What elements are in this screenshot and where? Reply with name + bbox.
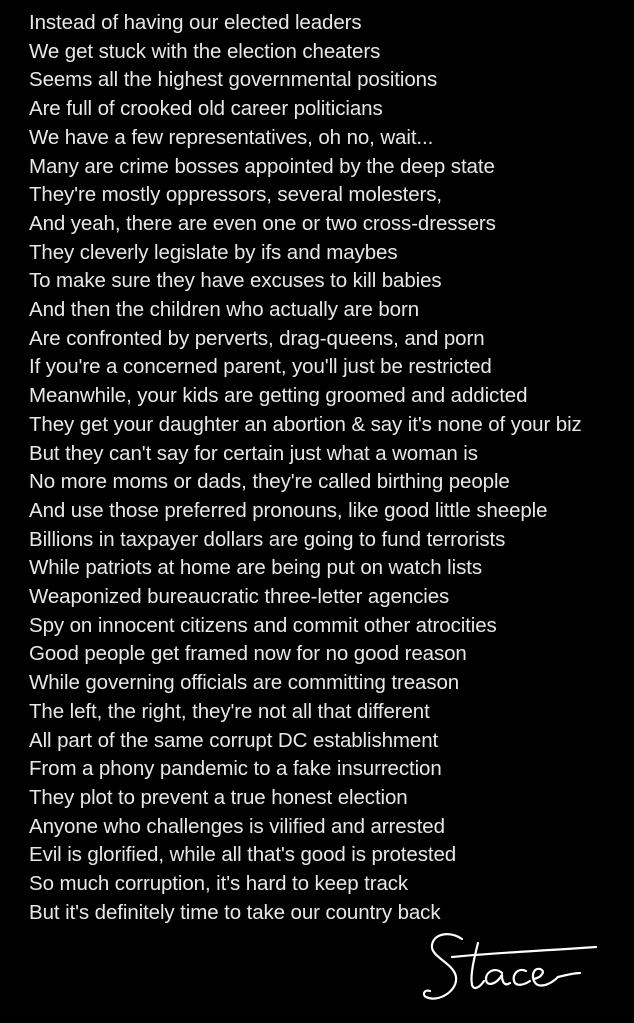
poem-line: If you're a concerned parent, you'll just be restricted: [29, 355, 492, 379]
poem-line: And then the children who actually are born: [29, 298, 420, 322]
poem-line: To make sure they have excuses to kill babies: [29, 269, 442, 293]
signature-stace-icon: [420, 925, 605, 1010]
poem-line: Are full of crooked old career politicians: [29, 97, 383, 121]
poem-line: We get stuck with the election cheaters: [29, 39, 381, 63]
poem-line: They plot to prevent a true honest election: [29, 785, 408, 809]
poem-line: Many are crime bosses appointed by the deep state: [29, 154, 495, 178]
poem-line: They're mostly oppressors, several molesters,: [29, 183, 442, 207]
poem-line: Are confronted by perverts, drag-queens, and porn: [29, 326, 485, 350]
poem-line: The left, the right, they're not all that different: [29, 699, 430, 723]
poem-line: While patriots at home are being put on watch lists: [29, 556, 482, 580]
poem-line: Spy on innocent citizens and commit other atrocities: [29, 613, 497, 637]
poem-line: Instead of having our elected leaders: [29, 11, 362, 34]
poem-line: While governing officials are committing treason: [29, 671, 460, 695]
poem-line: Seems all the highest governmental positions: [29, 68, 438, 92]
poem-line: Evil is glorified, while all that's good is protested: [29, 843, 457, 867]
poem-line: But they can't say for certain just what a woman is: [29, 441, 478, 465]
handwritten-signature: [420, 925, 605, 1010]
poem-line: So much corruption, it's hard to keep track: [29, 872, 409, 896]
poem-line: From a phony pandemic to a fake insurrection: [29, 757, 442, 781]
poem-line: But it's definitely time to take our country back: [29, 900, 441, 924]
poem-line: Billions in taxpayer dollars are going to fund terrorists: [29, 527, 506, 551]
poem-line: No more moms or dads, they're called birthing people: [29, 470, 510, 494]
poem-line: Anyone who challenges is vilified and arrested: [29, 814, 445, 838]
poem-line: Good people get framed now for no good reason: [29, 642, 467, 666]
poem-line: They get your daughter an abortion & say it's none of your biz: [29, 412, 582, 436]
poem-line: All part of the same corrupt DC establishment: [29, 728, 439, 752]
poem-line: And use those preferred pronouns, like good little sheeple: [29, 498, 548, 522]
poem-body: [29, 9, 629, 928]
poem-line: Weaponized bureaucratic three-letter agencies: [29, 585, 450, 609]
poem-line: We have a few representatives, oh no, wait...: [29, 125, 434, 149]
poem-line: They cleverly legislate by ifs and maybes: [29, 240, 398, 264]
poem-line: And yeah, there are even one or two cross-dressers: [29, 211, 496, 235]
poem-line: Meanwhile, your kids are getting groomed and addicted: [29, 384, 528, 408]
